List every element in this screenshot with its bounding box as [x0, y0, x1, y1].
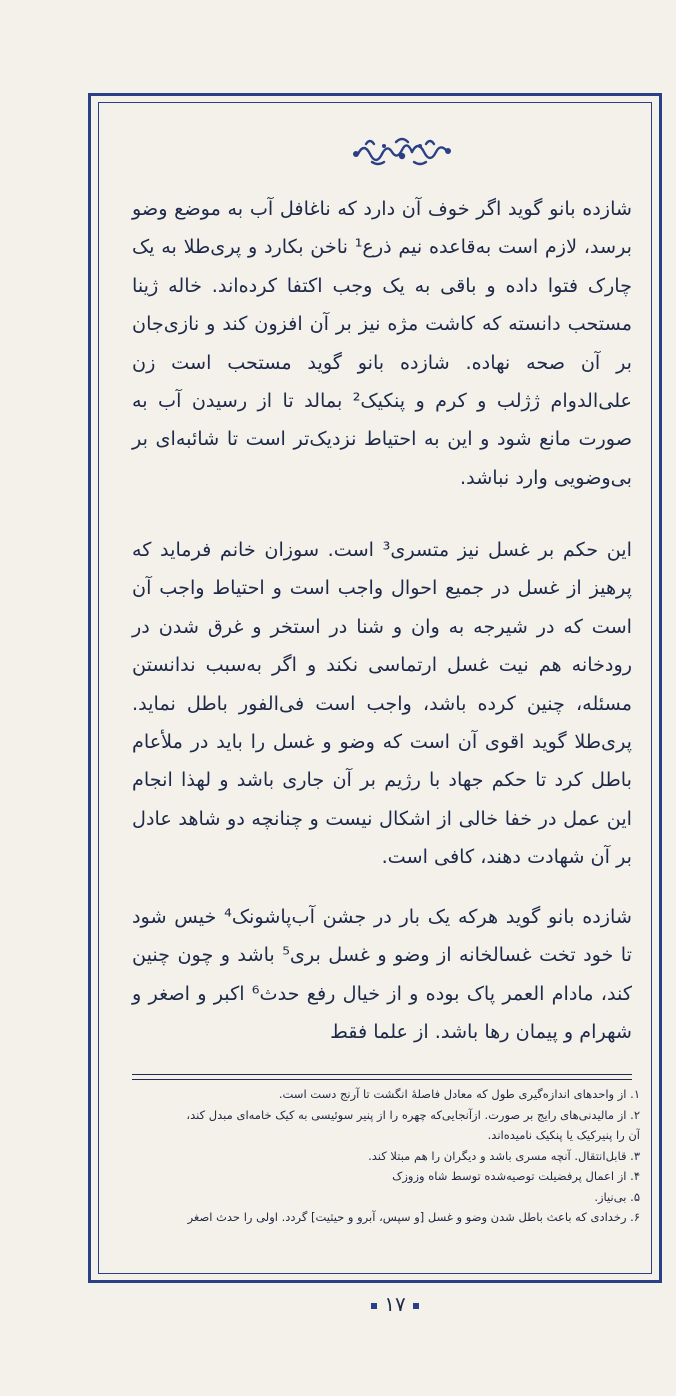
- page-number-square-icon: [413, 1303, 419, 1309]
- footnote-1: ۱. از واحدهای اندازه‌گیری طول که معادل فاصلهٔ انگشت تا آرنج دست است.: [278, 1087, 640, 1101]
- ornament-icon: [352, 134, 452, 168]
- paragraph-3: [132, 898, 632, 1052]
- footnote-2: ۲. از مالیدنی‌های رایج بر صورت. ازآنجایی‌که چهره را از پنیر سوئیسی به کیک خامه‌ای مبدل کند،: [186, 1107, 640, 1122]
- footnote-5: ۵. بی‌نیاز.: [594, 1189, 640, 1204]
- page-number-square-icon: [371, 1303, 377, 1309]
- footnotes: [118, 1084, 640, 1228]
- paragraph-text: این حکم بر غسل نیز متسری³ است. سوزان خانم فرماید که پرهیز از غسل در جمیع احوال واجب است و احتیاط واجب آن است که در شیرجه به وان و شنا در استخر و غرق شدن در رودخانه هم نیت غسل ارتماسی نکند و اگر به‌سبب ندانستن مسئله، چنین کرده باشد، واجب است فی‌الفور باطل نماید. پری‌طلا گوید اقوی آن است که وضو و غسل را باید در ملأعام باطل کرد تا حکم جهاد با رژیم بر آن جاری باشد و لهذا انجام این عمل در خفا خالی از اشکال نیست و چنانچه دو شاهد عادل بر آن شهادت دهند، کافی است.: [132, 538, 632, 869]
- paragraph-2: [132, 531, 632, 877]
- page-number-text: ۱۷: [384, 1292, 406, 1316]
- paragraph-text: شازده بانو گوید اگر خوف آن دارد که ناغافل آب به موضع وضو برسد، لازم است به‌قاعده نیم ذرع¹ ناخن بکارد و پری‌طلا به یک چارک فتوا داده و باقی به یک وجب اکتفا کرده‌اند. خاله ژینا مستحب دانسته که کاشت مژه نیز بر آن افزون کند و نازی‌جان بر آن صحه نهاده. شازده بانو گوید مستحب است زن علی‌الدوام ژژلب و کرم و پنکیک² بمالد تا از رسیدن آب به صورت مانع شود و این به احتیاط نزدیک‌تر است تا شائبه‌ای بر بی‌وضویی وارد نباشد.: [132, 197, 633, 489]
- footnote-2-cont: آن را پنیرکیک یا پنکیک نامیده‌اند.: [487, 1128, 640, 1142]
- footnote-divider: [132, 1074, 632, 1075]
- paragraph-1: [132, 190, 632, 497]
- footnote-divider-thin: [132, 1079, 632, 1080]
- footnote-3: ۳. قابل‌انتقال. آنچه مسری باشد و دیگران را هم مبتلا کند.: [368, 1148, 640, 1163]
- footnote-6: ۶. رخدادی که باعث باطل شدن وضو و غسل [و سپس، آبرو و حیثیت] گردد. اولی را حدث اصغر: [187, 1210, 640, 1224]
- page-number: [340, 1289, 450, 1319]
- footnote-4: ۴. از اعمال پرفضیلت توصیه‌شده توسط شاه وزوزک: [392, 1169, 640, 1183]
- paragraph-text: شازده بانو گوید هرکه یک بار در جشن آب‌پاشونک⁴ خیس شود تا خود تخت غسالخانه از وضو و غسل بری⁵ باشد و چون چنین کند، مادام العمر پاک بوده و از خیال رفع حدث⁶ اکبر و اصغر و شهرام و پیمان رها باشد. از علما فقط: [132, 905, 632, 1044]
